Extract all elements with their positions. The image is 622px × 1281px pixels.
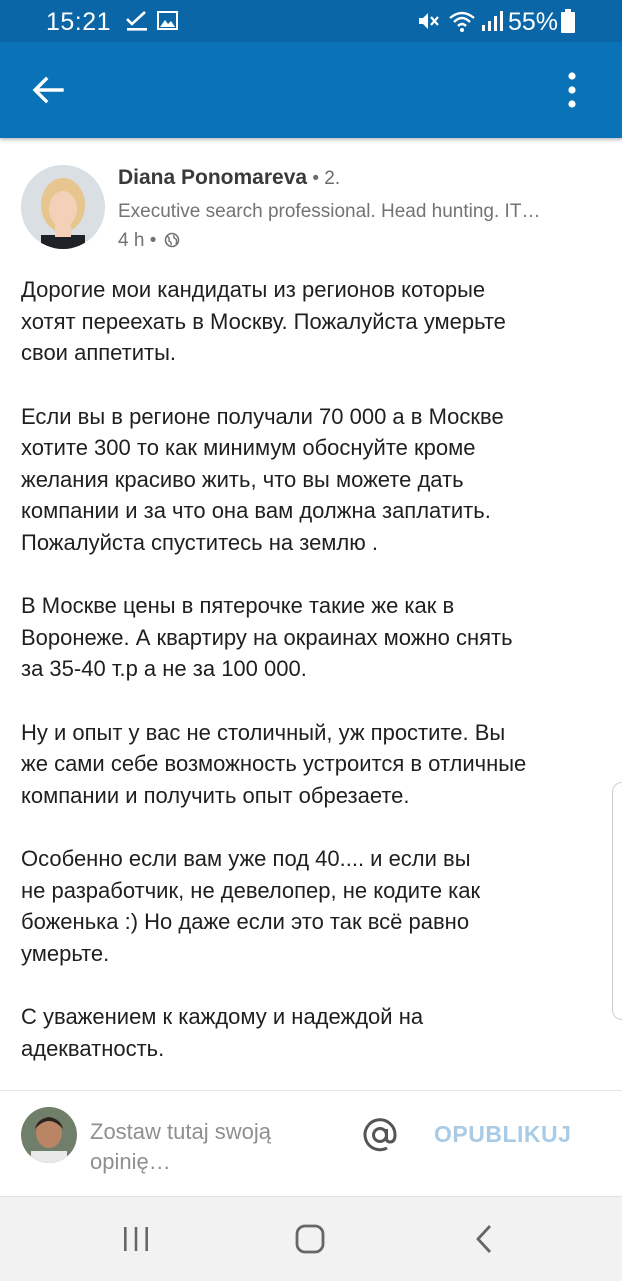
mute-icon (416, 10, 440, 32)
more-vert-icon[interactable] (556, 66, 588, 114)
scrollbar-handle[interactable] (612, 782, 622, 1020)
wifi-icon (448, 9, 476, 33)
connection-degree: • 2. (307, 168, 341, 189)
post-paragraph: Ну и опыт у вас не столичный, уж простите. Вы же сами себе возможность устроится в отличные компании и получить опыт обрезаете. (21, 719, 527, 808)
post-time-text: 4 h • (118, 230, 157, 251)
battery-percent: 55% (508, 8, 559, 36)
nav-back-icon[interactable] (472, 1223, 496, 1255)
post-time (118, 230, 180, 252)
status-bar (0, 0, 622, 42)
comment-input[interactable]: Zostaw tutaj swoją opinię… (90, 1119, 271, 1174)
author-name-text[interactable]: Diana Ponomareva (118, 166, 308, 189)
author-headline: Executive search professional. Head hunting. IT… (118, 201, 541, 222)
publish-button[interactable]: OPUBLIKUJ (434, 1121, 572, 1147)
author-avatar[interactable] (21, 165, 105, 249)
post-paragraph: С уважением к каждому и надеждой на адекватность. (21, 1004, 424, 1061)
image-icon (157, 11, 178, 30)
status-time: 15:21 (46, 8, 112, 36)
post-paragraph: Если вы в регионе получали 70 000 а в Москве хотите 300 то как минимум обоснуйте кроме желания красиво жить, что вы можете дать компании и за что она вам должна заплатить. Пожалуйста спуститесь на землю . (21, 403, 504, 555)
recent-apps-icon[interactable] (120, 1225, 152, 1253)
post-paragraph: В Москве цены в пятерочке такие же как в Воронеже. А квартиру на окраинах можно снять за 35-40 т.р а не за 100 000. (21, 593, 513, 681)
arrow-back-icon[interactable] (24, 66, 72, 114)
post-paragraph: Дорогие мои кандидаты из регионов которые хотят переехать в Москву. Пожалуйста умерьте свои аппетиты. (21, 277, 506, 365)
post-body (21, 274, 601, 1096)
globe-icon (164, 232, 180, 248)
author-name[interactable] (118, 166, 340, 190)
signal-icon (480, 9, 504, 33)
post-paragraph: Особенно если вам уже под 40.... и если вы не разработчик, не девелопер, не кодите как боженька :) Но даже если это так всё равно умерьте. (21, 846, 481, 966)
check-icon (125, 10, 149, 32)
user-avatar (21, 1107, 77, 1163)
home-icon[interactable] (294, 1223, 326, 1255)
battery-icon (561, 9, 575, 33)
app-bar (0, 42, 622, 138)
mention-icon[interactable] (360, 1115, 400, 1155)
comment-composer (0, 1090, 622, 1197)
navigation-bar (0, 1196, 622, 1281)
